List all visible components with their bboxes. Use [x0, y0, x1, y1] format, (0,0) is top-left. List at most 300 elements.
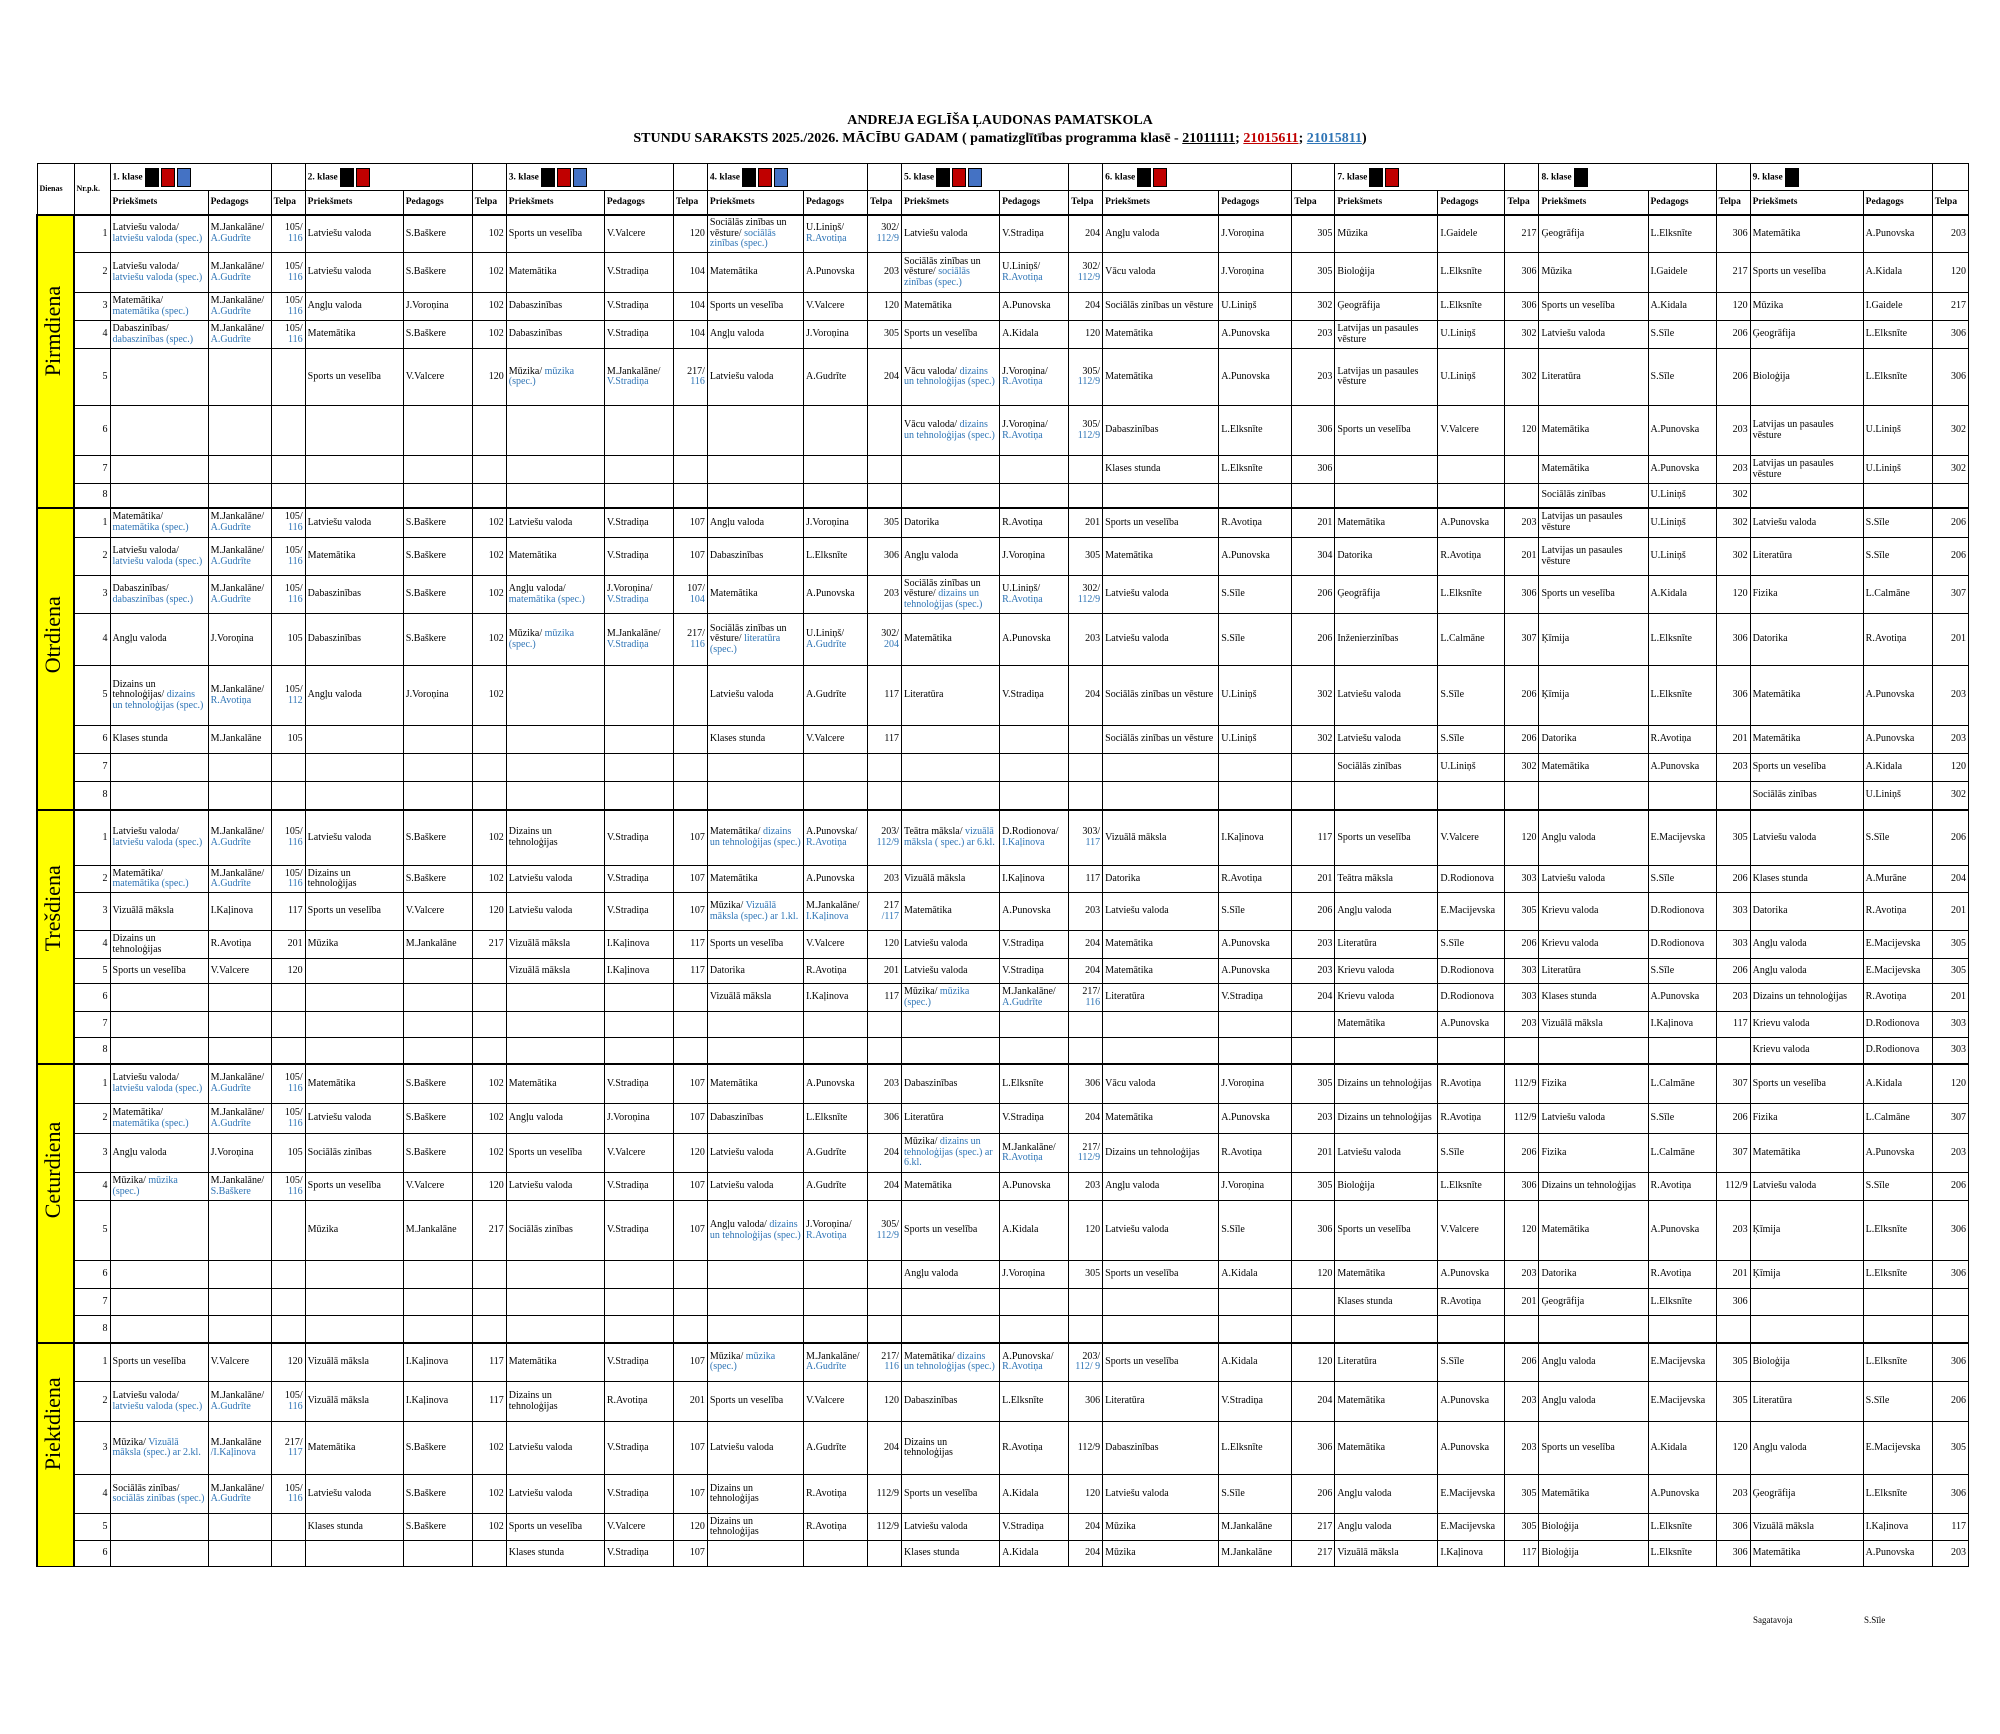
cell-main-text: Inženierzinības: [1337, 633, 1399, 645]
cell-main-text: 120: [1317, 1268, 1333, 1280]
room-cell: [472, 293, 506, 321]
subject-cell: [1539, 538, 1648, 576]
room-cell: [1292, 1012, 1335, 1038]
cell-main-text: Sports un veselība: [709, 1395, 784, 1407]
cell-main-text: V.Stradiņa: [606, 1180, 649, 1192]
header-subject: Priekšmets: [506, 191, 604, 215]
subject-cell: [1539, 931, 1648, 959]
cell-main-text: Datorika: [1541, 733, 1577, 745]
class-header-6: [1103, 164, 1292, 191]
cell-spec-text: mūzika (spec.): [508, 628, 575, 650]
cell-main-text: I.Kaļinova: [1002, 872, 1045, 884]
cell-main-text: 206: [1317, 1487, 1333, 1499]
cell-main-text: 117: [690, 938, 705, 950]
cell-main-text: 305: [1732, 1395, 1748, 1407]
subject-cell: [902, 1104, 1000, 1134]
cell-spec-text: R.Avotiņa: [1002, 1152, 1043, 1163]
lesson-row: [37, 1382, 1969, 1422]
cell-main-text: Mūzika: [1541, 266, 1572, 278]
cell-main-text: Krievu valoda: [1541, 905, 1599, 917]
room-cell: [1069, 1201, 1103, 1261]
cell-spec-text: R.Avotiņa: [805, 1229, 847, 1241]
subject-cell: [1103, 1201, 1219, 1261]
room-cell: [1716, 538, 1750, 576]
cell-main-text: Matemātika: [508, 550, 557, 562]
teacher-cell: [803, 866, 867, 893]
teacher-cell: [1000, 959, 1069, 984]
cell-spec-text: dizains un tehnoloģijas (spec.): [904, 419, 995, 441]
teacher-cell: [1863, 293, 1932, 321]
subject-cell: [110, 508, 208, 538]
subject-cell: [707, 1104, 803, 1134]
cell-spec-text: R.Avotiņa: [1002, 271, 1043, 283]
room-cell: [1716, 866, 1750, 893]
cell-main-text: Matemātika: [1541, 424, 1590, 436]
room-cell: [673, 810, 707, 866]
teacher-cell: [1438, 1316, 1505, 1343]
cell-main-text: 120: [1732, 588, 1748, 600]
cell-spec-text: 116: [288, 271, 303, 283]
cell-main-text: A.Gudrīte: [805, 1441, 847, 1453]
room-cell: [1292, 1201, 1335, 1261]
cell-main-text: 217: [1521, 227, 1537, 239]
cell-spec-text: R.Avotiņa: [1002, 376, 1043, 387]
teacher-cell: [208, 1064, 271, 1104]
teacher-cell: [1000, 666, 1069, 726]
cell-main-text: 204: [1085, 300, 1101, 312]
cell-main-text: U.Liniņš/: [1002, 261, 1041, 272]
cell-main-text: 107: [689, 905, 705, 917]
cell-main-text: 201: [1317, 1146, 1333, 1158]
room-cell: [1505, 782, 1539, 810]
subject-cell: [1103, 959, 1219, 984]
cell-main-text: Ģeogrāfija: [1541, 1295, 1585, 1307]
header-room: Telpa: [1932, 191, 1968, 215]
cell-main-text: 102: [488, 328, 504, 340]
subject-cell: [1750, 666, 1863, 726]
cell-main-text: Dizains un tehnoloģijas: [1752, 991, 1848, 1003]
cell-main-text: Krievu valoda: [1752, 1018, 1810, 1030]
teacher-cell: [403, 1382, 472, 1422]
room-cell: [1716, 984, 1750, 1012]
program-swatch-b: [573, 168, 587, 187]
room-cell: [1292, 1289, 1335, 1316]
cell-main-text: Sports un veselība: [1337, 831, 1411, 843]
room-cell: [271, 484, 305, 508]
cell-main-text: 305: [884, 328, 900, 340]
room-cell: [1292, 321, 1335, 349]
teacher-cell: [803, 1134, 867, 1173]
lesson-row: [37, 666, 1969, 726]
subject-cell: [707, 406, 803, 456]
subject-cell: [1539, 1134, 1648, 1173]
cell-main-text: 206: [1521, 733, 1537, 745]
cell-main-text: 305: [1317, 266, 1333, 278]
subject-cell: [1335, 1064, 1438, 1104]
room-cell: [868, 215, 902, 253]
room-cell: [1292, 1514, 1335, 1541]
room-cell: [1292, 484, 1335, 508]
room-cell: [1932, 866, 1968, 893]
cell-spec-text: 112/9: [1077, 271, 1101, 283]
teacher-cell: [803, 1343, 867, 1382]
teacher-cell: [403, 1134, 472, 1173]
cell-main-text: 203: [1732, 1487, 1748, 1499]
subject-cell: [1750, 782, 1863, 810]
teacher-cell: [1863, 1038, 1932, 1064]
teacher-cell: [803, 406, 867, 456]
teacher-cell: [1219, 456, 1292, 484]
cell-main-text: V.Stradiņa: [1002, 689, 1044, 701]
cell-main-text: Ķīmija: [1752, 1224, 1781, 1236]
room-cell: [1505, 1475, 1539, 1514]
class-name: 9. klase: [1752, 172, 1783, 183]
cell-main-text: A.Punovska: [1440, 1441, 1490, 1453]
cell-main-text: Dizains un tehnoloģijas: [1337, 1112, 1432, 1124]
cell-main-text: 302: [1521, 370, 1537, 382]
cell-main-text: Mūzika/: [904, 986, 940, 997]
room-cell: [1292, 893, 1335, 931]
teacher-cell: [1438, 1541, 1505, 1567]
teacher-cell: [1000, 1382, 1069, 1422]
cell-spec-text: matemātika (spec.): [112, 305, 189, 317]
subject-cell: [1335, 1173, 1438, 1201]
cell-spec-text: 116: [288, 1493, 303, 1504]
room-cell: [1505, 508, 1539, 538]
room-cell: [1716, 215, 1750, 253]
cell-main-text: Latviešu valoda: [904, 964, 968, 976]
cell-spec-text: 116: [884, 1361, 900, 1373]
cell-main-text: Datorika: [1752, 633, 1788, 645]
cell-main-text: Klases stunda: [1752, 872, 1808, 884]
cell-main-text: V.Stradiņa: [606, 1077, 649, 1089]
room-cell: [1716, 931, 1750, 959]
subject-cell: [506, 1201, 604, 1261]
cell-main-text: 305/: [1082, 365, 1101, 377]
cell-main-text: 305: [1085, 1268, 1101, 1280]
cell-main-text: S.Sīle: [1440, 689, 1465, 701]
teacher-cell: [208, 810, 271, 866]
subject-cell: [707, 1261, 803, 1289]
room-cell: [1505, 810, 1539, 866]
cell-main-text: Latviešu valoda: [307, 831, 372, 843]
subject-cell: [1103, 614, 1219, 666]
cell-spec-text: 112/9: [1077, 593, 1101, 605]
lesson-row: [37, 893, 1969, 931]
cell-main-text: 203/: [1082, 1350, 1101, 1362]
teacher-cell: [208, 1173, 271, 1201]
teacher-cell: [1648, 1261, 1716, 1289]
class-header-4: [707, 164, 867, 191]
room-cell: [673, 931, 707, 959]
teacher-cell: [1438, 666, 1505, 726]
cell-main-text: 102: [488, 550, 504, 562]
subject-cell: [1539, 1201, 1648, 1261]
room-cell: [1716, 1064, 1750, 1104]
cell-spec-text: A.Gudrīte: [210, 555, 251, 567]
cell-main-text: 102: [488, 831, 504, 843]
cell-main-text: A.Punovska: [1865, 733, 1915, 745]
cell-spec-text: S.Baškere: [210, 1185, 251, 1197]
room-cell: [271, 1475, 305, 1514]
subject-cell: [110, 782, 208, 810]
cell-main-text: 306: [1732, 1295, 1748, 1307]
cell-main-text: A.Gudrīte: [805, 1146, 847, 1158]
subject-cell: [707, 1038, 803, 1064]
subject-cell: [1103, 1541, 1219, 1567]
room-cell: [1292, 666, 1335, 726]
subject-cell: [1750, 1514, 1863, 1541]
subject-cell: [1103, 1475, 1219, 1514]
cell-main-text: Matemātika: [508, 1356, 557, 1367]
teacher-cell: [1438, 1173, 1505, 1201]
day-name: Pirmdiena: [39, 285, 65, 376]
cell-spec-text: 112/9: [1077, 1152, 1101, 1163]
subject-cell: [506, 576, 604, 614]
cell-main-text: S.Baškere: [405, 831, 446, 843]
room-cell: [1716, 1104, 1750, 1134]
teacher-cell: [1863, 810, 1932, 866]
room-cell: [1505, 1343, 1539, 1382]
teacher-cell: [208, 754, 271, 782]
room-cell: [472, 754, 506, 782]
teacher-cell: [403, 1201, 472, 1261]
cell-main-text: M.Jankalāne/: [210, 826, 265, 838]
room-cell: [1505, 1289, 1539, 1316]
cell-main-text: S.Baškere: [405, 1077, 446, 1089]
teacher-cell: [604, 215, 673, 253]
cell-main-text: L.Elksnīte: [805, 550, 848, 562]
subject-cell: [1539, 484, 1648, 508]
cell-main-text: Mūzika/: [709, 900, 746, 911]
subject-cell: [110, 754, 208, 782]
room-cell: [472, 576, 506, 614]
cell-main-text: 203: [1951, 1146, 1966, 1158]
teacher-cell: [1863, 782, 1932, 810]
teacher-cell: [803, 931, 867, 959]
cell-main-text: E.Macijevska: [1650, 831, 1706, 843]
cell-main-text: Datorika: [904, 516, 940, 528]
room-cell: [271, 1134, 305, 1173]
cell-main-text: U.Liniņš: [1650, 489, 1686, 500]
room-cell: [673, 1134, 707, 1173]
cell-main-text: U.Liniņš/: [1002, 583, 1041, 594]
teacher-cell: [803, 1541, 867, 1567]
cell-main-text: 306: [1732, 1547, 1748, 1559]
subject-cell: [305, 754, 403, 782]
cell-main-text: A.Kidala: [1002, 1547, 1039, 1559]
cell-spec-text: A.Gudrīte: [210, 1400, 251, 1412]
room-cell: [1292, 1541, 1335, 1567]
subject-cell: [1539, 1422, 1648, 1475]
room-cell: [868, 1343, 902, 1382]
subject-cell: [902, 1134, 1000, 1173]
cell-main-text: 105/: [284, 867, 303, 879]
teacher-cell: [1863, 576, 1932, 614]
cell-main-text: 303: [1951, 1018, 1966, 1030]
subject-cell: [1335, 1382, 1438, 1422]
cell-main-text: 302: [1951, 789, 1966, 800]
teacher-cell: [208, 538, 271, 576]
teacher-cell: [208, 984, 271, 1012]
teacher-cell: [1000, 614, 1069, 666]
cell-main-text: A.Punovska: [1221, 938, 1270, 950]
teacher-cell: [403, 931, 472, 959]
cell-main-text: Datorika: [709, 964, 745, 976]
cell-main-text: Matemātika: [709, 872, 758, 884]
subject-cell: [110, 1422, 208, 1475]
teacher-cell: [403, 1104, 472, 1134]
cell-main-text: Latviešu valoda: [1105, 905, 1169, 917]
cell-main-text: 206: [1732, 964, 1748, 976]
cell-main-text: 206: [1951, 550, 1966, 562]
cell-main-text: S.Baškere: [405, 1112, 446, 1124]
cell-main-text: 201: [1317, 516, 1333, 528]
cell-main-text: 120: [1085, 1487, 1101, 1499]
cell-main-text: 107: [689, 1547, 705, 1559]
room-cell: [1292, 508, 1335, 538]
cell-spec-text: latviešu valoda (spec.): [112, 271, 203, 283]
cell-main-text: Matemātika: [1752, 227, 1801, 239]
cell-main-text: Vizuālā māksla: [307, 1356, 369, 1367]
teacher-cell: [803, 456, 867, 484]
cell-spec-text: 116: [288, 521, 303, 533]
teacher-cell: [604, 959, 673, 984]
cell-main-text: 112/9: [1077, 1441, 1101, 1453]
subject-cell: [1335, 1038, 1438, 1064]
cell-main-text: 203: [1317, 370, 1333, 382]
cell-main-text: U.Liniņš: [1221, 733, 1257, 745]
room-cell: [271, 931, 305, 959]
teacher-cell: [1000, 1261, 1069, 1289]
teacher-cell: [1648, 1382, 1716, 1422]
room-cell: [1505, 893, 1539, 931]
room-cell: [1716, 576, 1750, 614]
subject-cell: [110, 1316, 208, 1343]
cell-main-text: L.Elksnīte: [1650, 633, 1692, 645]
cell-main-text: Sociālās zinības: [1752, 789, 1817, 800]
teacher-cell: [604, 614, 673, 666]
cell-main-text: S.Sīle: [1865, 831, 1890, 843]
teacher-cell: [604, 866, 673, 893]
class-header-5: [902, 164, 1069, 191]
cell-main-text: 107: [689, 516, 705, 528]
cell-main-text: 305: [1732, 831, 1748, 843]
cell-main-text: 303: [1951, 1044, 1966, 1055]
cell-main-text: R.Avotiņa: [1221, 872, 1262, 884]
subject-cell: [707, 959, 803, 984]
subject-cell: [707, 215, 803, 253]
room-cell: [1716, 1316, 1750, 1343]
class-header-room-gap: [472, 164, 506, 191]
cell-main-text: L.Elksnīte: [1865, 1487, 1908, 1499]
room-cell: [472, 1173, 506, 1201]
cell-main-text: M.Jankalāne/: [805, 900, 860, 911]
program-code-blue: 21015811: [1306, 131, 1362, 146]
teacher-cell: [1000, 984, 1069, 1012]
teacher-cell: [1863, 666, 1932, 726]
teacher-cell: [1863, 1541, 1932, 1567]
cell-spec-text: dizains un tehnoloģijas (spec.): [904, 365, 995, 387]
cell-main-text: J.Voroņina: [1221, 1077, 1265, 1089]
teacher-cell: [604, 1475, 673, 1514]
room-cell: [868, 782, 902, 810]
room-cell: [1292, 1064, 1335, 1104]
cell-spec-text: R.Avotiņa: [805, 836, 847, 848]
teacher-cell: [1648, 1012, 1716, 1038]
room-cell: [868, 810, 902, 866]
subject-cell: [506, 215, 604, 253]
teacher-cell: [604, 349, 673, 406]
cell-main-text: Sports un veselība: [508, 1146, 583, 1158]
teacher-cell: [604, 1289, 673, 1316]
subject-cell: [1335, 726, 1438, 754]
room-cell: [673, 1038, 707, 1064]
room-cell: [271, 1104, 305, 1134]
cell-main-text: 305: [1732, 1356, 1748, 1367]
room-cell: [271, 1201, 305, 1261]
lesson-row: [37, 293, 1969, 321]
cell-main-text: 203: [1732, 991, 1748, 1003]
teacher-cell: [208, 349, 271, 406]
subject-cell: [305, 1343, 403, 1382]
cell-main-text: 303/: [1082, 826, 1101, 838]
teacher-cell: [604, 666, 673, 726]
room-cell: [271, 349, 305, 406]
cell-main-text: Latviešu valoda: [508, 1441, 573, 1453]
cell-main-text: S.Baškere: [405, 1487, 446, 1499]
teacher-cell: [604, 810, 673, 866]
cell-main-text: Dizains un tehnoloģijas: [508, 1390, 558, 1412]
room-cell: [673, 726, 707, 754]
cell-main-text: Bioloģija: [1541, 1520, 1579, 1532]
cell-main-text: 204: [884, 1146, 900, 1158]
cell-main-text: J.Voroņina: [405, 689, 449, 701]
program-swatch-r: [1385, 168, 1399, 187]
cell-main-text: 102: [488, 588, 504, 600]
cell-main-text: 105/: [284, 684, 303, 695]
subject-cell: [707, 293, 803, 321]
teacher-cell: [1000, 1343, 1069, 1382]
room-cell: [1505, 406, 1539, 456]
cell-main-text: Matemātika: [1105, 938, 1153, 950]
cell-main-text: V.Stradiņa: [606, 550, 649, 562]
cell-main-text: Literatūra: [1105, 1395, 1145, 1407]
teacher-cell: [1438, 893, 1505, 931]
cell-main-text: Latviešu valoda/: [112, 545, 179, 556]
subject-cell: [110, 538, 208, 576]
teacher-cell: [803, 1475, 867, 1514]
cell-main-text: Vizuālā māksla: [904, 872, 966, 884]
cell-main-text: Latviešu valoda: [307, 516, 372, 528]
cell-main-text: Angļu valoda: [1105, 227, 1160, 239]
subject-cell: [110, 1541, 208, 1567]
cell-main-text: M.Jankalāne/: [210, 222, 265, 234]
room-cell: [868, 321, 902, 349]
teacher-cell: [1000, 293, 1069, 321]
cell-spec-text: 116: [690, 638, 705, 650]
subject-cell: [707, 810, 803, 866]
program-swatch-b: [774, 168, 788, 187]
cell-main-text: 302: [1317, 689, 1333, 701]
cell-main-text: A.Kidala: [1221, 1356, 1258, 1367]
teacher-cell: [208, 508, 271, 538]
room-cell: [1716, 484, 1750, 508]
room-cell: [1069, 1173, 1103, 1201]
subject-cell: [1750, 406, 1863, 456]
subject-cell: [1539, 1475, 1648, 1514]
cell-main-text: 203: [1317, 1112, 1333, 1124]
